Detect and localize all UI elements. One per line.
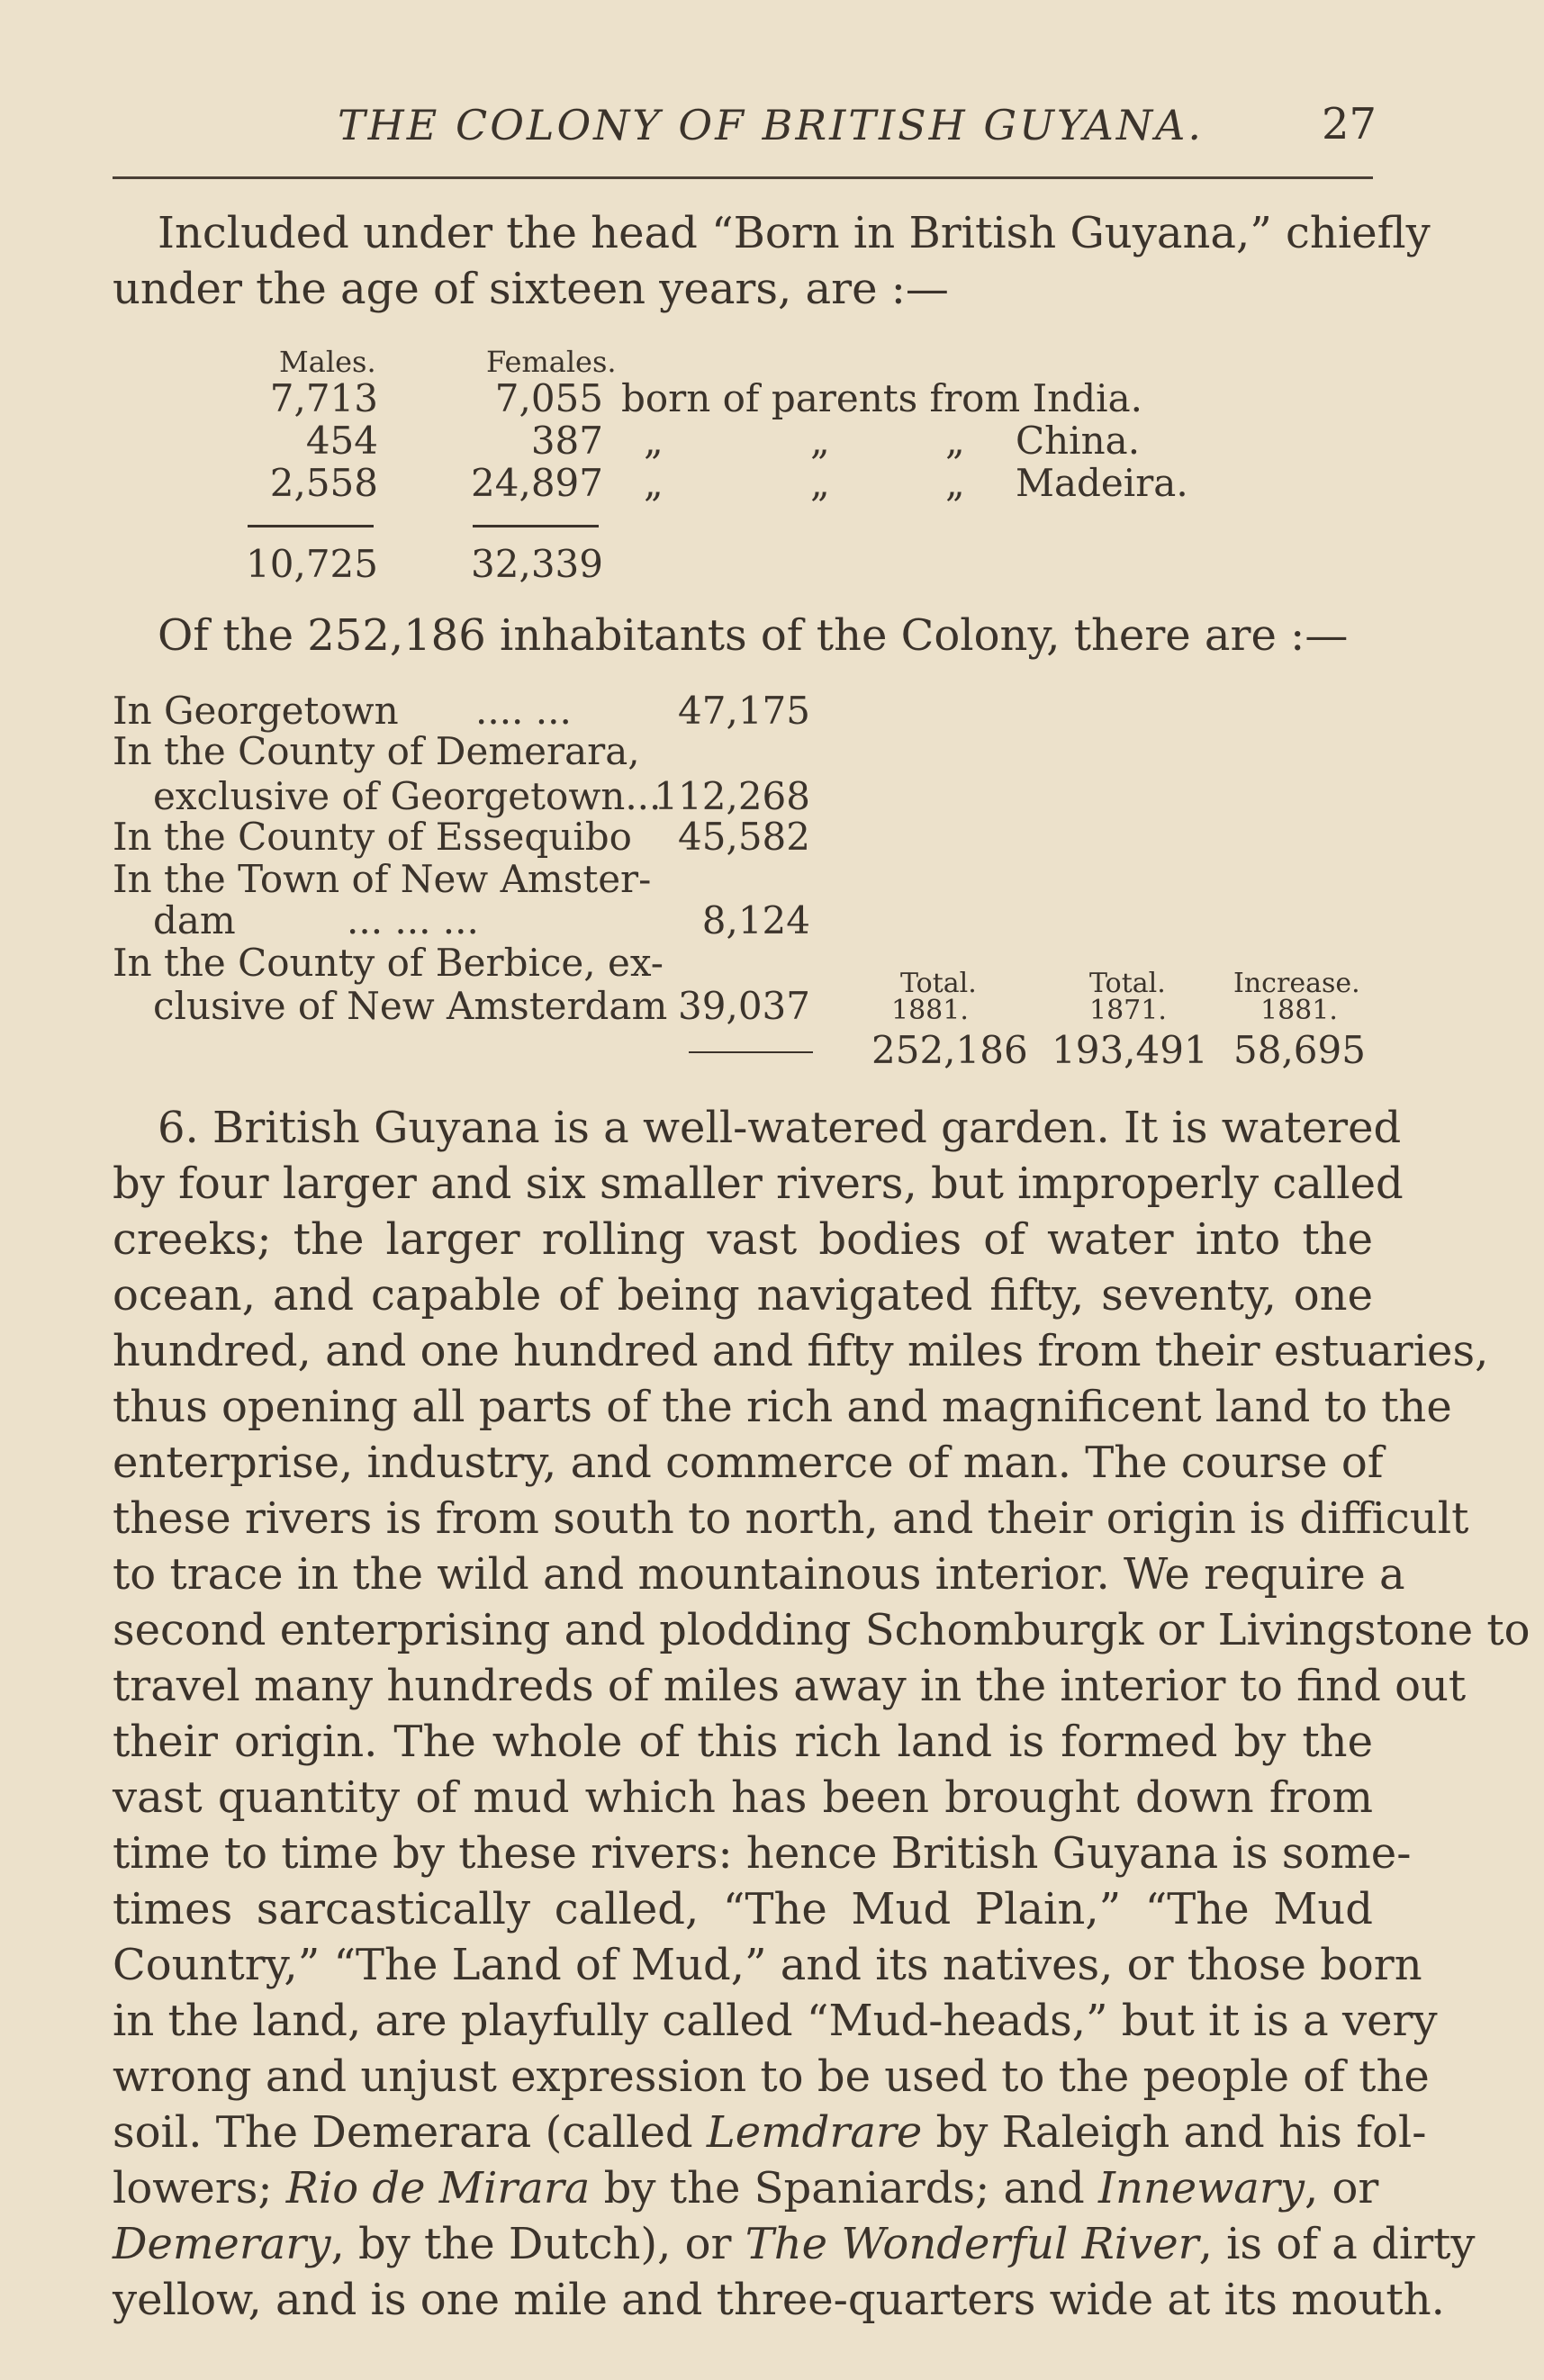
- district-value: 8,124: [701, 898, 810, 942]
- leader-dots: ... ... ...: [347, 898, 479, 942]
- increase-year: 1881.: [1260, 995, 1338, 1026]
- italic-run: Innewary: [1098, 2163, 1305, 2213]
- text-run: by Raleigh and his fol-: [922, 2107, 1427, 2158]
- text-line: in the land, are playfully called “Mud-heads,” but it is a very: [113, 1996, 1438, 2046]
- text-line: [113, 2160, 1379, 2216]
- ditto-mark: „: [945, 419, 965, 463]
- text-line: their origin. The whole of this rich land is formed by the: [113, 1717, 1373, 1767]
- ditto-mark: „: [810, 419, 830, 463]
- running-header-title: THE COLONY OF BRITISH GUYANA.: [338, 101, 1204, 149]
- text-line: by four larger and six smaller rivers, but improperly called: [113, 1158, 1404, 1209]
- text-line: travel many hundreds of miles away in the interior to find out: [113, 1661, 1467, 1711]
- males-india: 7,713: [269, 376, 378, 420]
- district-label: In the County of Essequibo: [113, 815, 632, 859]
- text-line: ocean, and capable of being navigated fifty, seventy, one: [113, 1270, 1373, 1321]
- district-label: In Georgetown: [113, 689, 399, 733]
- text-line: vast quantity of mud which has been brought down from: [113, 1772, 1373, 1823]
- females-total: 32,339: [471, 542, 603, 586]
- district-label-cont: dam: [153, 898, 236, 942]
- district-value: 39,037: [678, 984, 810, 1028]
- italic-run: Demerary: [113, 2219, 331, 2269]
- sum-dash: [689, 1051, 813, 1053]
- text-line: [113, 2105, 1427, 2160]
- text-line: creeks; the larger rolling vast bodies of water into the: [113, 1214, 1373, 1265]
- text-line: enterprise, industry, and commerce of man. The course of: [113, 1438, 1384, 1488]
- inhabitants-intro: Of the 252,186 inhabitants of the Colony, there are :—: [158, 610, 1349, 661]
- ditto-mark: „: [945, 461, 965, 505]
- increase-label: Increase.: [1233, 968, 1360, 999]
- total-1871-year: 1871.: [1089, 995, 1167, 1026]
- total-1871-value: 193,491: [1052, 1028, 1208, 1072]
- district-label: In the Town of New Amster-: [113, 857, 652, 901]
- males-china: 454: [305, 419, 378, 463]
- italic-run: Lemdrare: [706, 2107, 923, 2158]
- text-line: times sarcastically called, “The Mud Plain,” “The Mud: [113, 1884, 1373, 1934]
- text-line: thus opening all parts of the rich and magnificent land to the: [113, 1382, 1452, 1432]
- males-header: Males.: [279, 345, 376, 379]
- females-total-rule: [473, 525, 599, 527]
- madeira-text: Madeira.: [1016, 461, 1188, 505]
- page-number: 27: [1322, 99, 1377, 149]
- total-1881-value: 252,186: [871, 1028, 1028, 1072]
- total-1881-year: 1881.: [891, 995, 969, 1026]
- paragraph-6: [113, 1100, 1530, 2328]
- text-line: these rivers is from south to north, and their origin is difficult: [113, 1493, 1469, 1544]
- females-header: Females.: [486, 345, 617, 379]
- italic-run: The Wonderful River: [745, 2219, 1199, 2269]
- header-rule: [113, 176, 1373, 179]
- ditto-mark: „: [810, 461, 830, 505]
- males-total-rule: [248, 525, 374, 527]
- district-value: 45,582: [678, 815, 810, 859]
- text-run: , by the Dutch), or: [330, 2219, 745, 2269]
- intro-line-1: Included under the head “Born in British Guyana,” chiefly: [158, 208, 1431, 258]
- text-line: hundred, and one hundred and fifty miles from their estuaries,: [113, 1326, 1489, 1376]
- females-madeira: 24,897: [471, 461, 603, 505]
- text-line: to trace in the wild and mountainous interior. We require a: [113, 1549, 1405, 1600]
- leader-dots: .... ...: [475, 689, 572, 733]
- india-text: born of parents from India.: [621, 376, 1142, 420]
- text-line: 6. British Guyana is a well-watered garden. It is watered: [158, 1103, 1402, 1153]
- text-line: time to time by these rivers: hence British Guyana is some-: [113, 1828, 1412, 1879]
- females-china: 387: [530, 419, 603, 463]
- intro-line-2: under the age of sixteen years, are :—: [113, 264, 949, 314]
- text-run: soil. The Demerara (called: [113, 2107, 707, 2158]
- district-label: In the County of Demerara,: [113, 729, 640, 773]
- italic-run: Rio de Mirara: [285, 2163, 591, 2213]
- males-madeira: 2,558: [269, 461, 378, 505]
- text-run: , or: [1304, 2163, 1379, 2213]
- district-value: 112,268: [654, 774, 810, 818]
- china-text: China.: [1016, 419, 1141, 463]
- ditto-mark: „: [644, 419, 664, 463]
- text-run: lowers;: [113, 2163, 286, 2213]
- district-value: 47,175: [678, 689, 810, 733]
- males-total: 10,725: [246, 542, 378, 586]
- district-label: In the County of Berbice, ex-: [113, 941, 664, 985]
- text-line: second enterprising and plodding Schomburgk or Livingstone to: [113, 1605, 1530, 1655]
- text-line: [113, 2216, 1476, 2272]
- intro-paragraph: [113, 205, 1431, 317]
- ditto-mark: „: [644, 461, 664, 505]
- district-label-cont: exclusive of Georgetown...: [153, 774, 662, 818]
- total-1871-label: Total.: [1089, 968, 1166, 999]
- text-run: by the Spaniards; and: [590, 2163, 1099, 2213]
- females-india: 7,055: [494, 376, 603, 420]
- text-run: , is of a dirty: [1198, 2219, 1476, 2269]
- district-label-cont: clusive of New Amsterdam: [153, 984, 668, 1028]
- total-1881-label: Total.: [900, 968, 977, 999]
- text-line: wrong and unjust expression to be used to the people of the: [113, 2051, 1430, 2102]
- text-line: yellow, and is one mile and three-quarters wide at its mouth.: [113, 2275, 1445, 2325]
- text-line: Country,” “The Land of Mud,” and its natives, or those born: [113, 1940, 1422, 1990]
- increase-value: 58,695: [1233, 1028, 1366, 1072]
